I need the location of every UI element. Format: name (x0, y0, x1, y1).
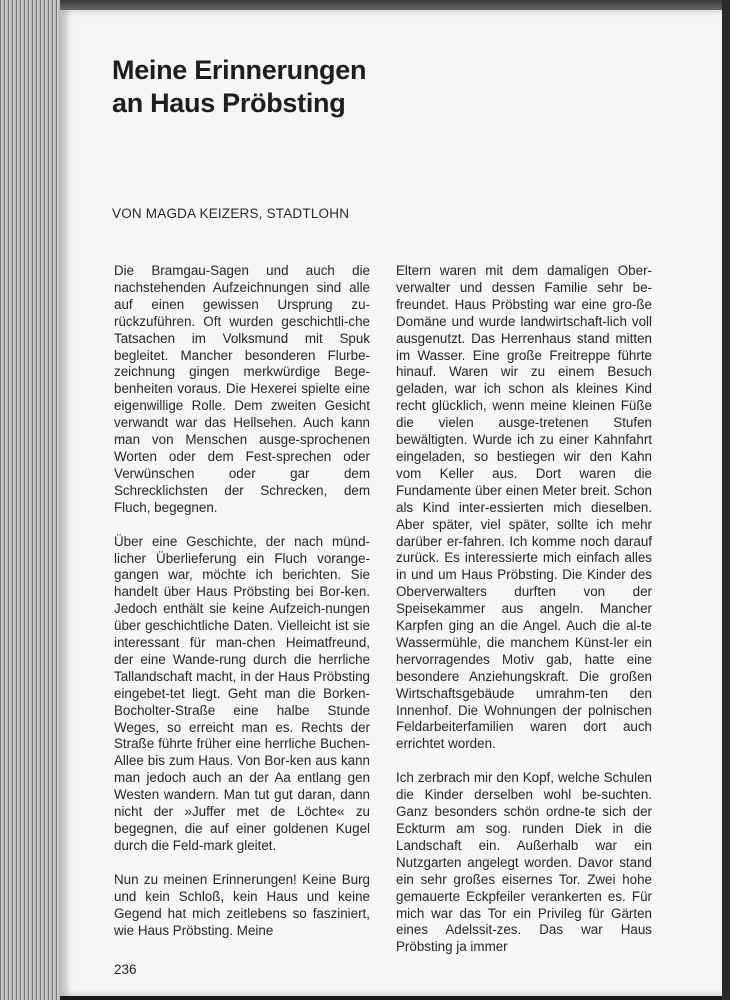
book-spine-edge (0, 0, 60, 1000)
title-line-1: Meine Erinnerungen (112, 55, 367, 85)
left-column (114, 263, 370, 956)
scan-right-edge (722, 0, 730, 1000)
paragraph: Über eine Geschichte, der nach münd-licher Überlieferung ein Fluch vorange-gangen war, möchte ich berichten. Sie handelt über Haus Pröbsting bei Bor-ken. Jedoch enthält sie keine Aufzeich-nungen über geschichtliche Daten. Vielleicht ist sie interessant für man-chen Heimatfreund, der eine Wande-rung durch die herrliche Tallandschaft macht, in der Haus Pröbsting eingebet-tet liegt. Geht man die Borken-Bocholter-Straße eine halbe Stunde Weges, so erreicht man es. Rechts der Straße führte früher eine herrliche Buchen-Allee bis zum Haus. Von Bor-ken aus kann man jedoch auch an der Aa entlang gen Westen wandern. Man tut gut daran, dann nicht der »Juffer met de Löchte« zu begegnen, die auf einer goldenen Kugel durch die Feld-mark gleitet. (114, 533, 370, 853)
paragraph: Nun zu meinen Erinnerungen! Keine Burg und kein Schloß, kein Haus und keine Gegend hat mich zeitlebens so fasziniert, wie Haus Pröbsting. Meine (114, 871, 370, 938)
paragraph: Ich zerbrach mir den Kopf, welche Schulen die Kinder derselben wohl be-suchten. Ganz besonders schön ordne-te sich der Eckturm am sog. runden Diek in die Landschaft ein. Außerhalb war ein Nutzgarten angelegt worden. Davor stand ein sehr großes eisernes Tor. Zwei hohe gemauerte Eckpfeiler verankerten es. Für mich war das Tor ein Privileg für Gärten eines Adelssit-zes. Das war Haus Pröbsting ja immer (396, 770, 652, 955)
paragraph: Eltern waren mit dem damaligen Ober-verwalter und dessen Familie sehr be-freundet. Haus Pröbsting war eine gro-ße Domäne und wurde landwirtschaft-lich voll ausgenutzt. Das Herrenhaus stand mitten im Wasser. Eine große Freitreppe führte hinauf. Waren wir zu einem Besuch geladen, war ich schon als kleines Kind recht glücklich, wenn meine kleinen Füße die vielen ausge-tretenen Stufen bewältigten. Wurde ich zu einer Kahnfahrt eingeladen, so bestiegen wir den Kahn vom Keller aus. Dort waren die Fundamente über einen Meter breit. Schon als Kind inter-essierten mich dieselben. Aber später, viel später, sollte ich mehr darüber er-fahren. Ich komme noch darauf zurück. Es interessierte mich einfach alles in und um Haus Pröbsting. Die Kinder des Oberverwalters durften von der Speisekammer aus angeln. Mancher Karpfen ging an die Angel. Auch die al-te Wassermühle, die manchem Künst-ler ein hervorragendes Motiv gab, hatte eine besondere Anziehungskraft. Die großen Wirtschaftsgebäude umrahm-ten den Innenhof. Die Wohnungen der polnischen Feldarbeiterfamilien waren dort auch errichtet worden. (396, 263, 652, 752)
article-title (112, 54, 532, 120)
right-column (396, 263, 652, 973)
paragraph: Die Bramgau-Sagen und auch die nachstehenden Aufzeichnungen sind alle auf einen gewissen Ursprung zu-rückzuführen. Oft wurden geschichtli-che Tatsachen im Volksmund mit Spuk begleitet. Mancher besonderen Flurbe-zeichnung gingen merkwürdige Bege-benheiten voraus. Die Hexerei spielte eine eigenwillige Rolle. Dem zweiten Gesicht verwandt war das Hellsehen. Auch kann man von Menschen ausge-sprochenen Worten oder dem Fest-sprechen oder Verwünschen oder gar dem Schrecklichsten der Schrecken, dem Fluch, begegnen. (114, 263, 370, 515)
title-line-2: an Haus Pröbsting (112, 88, 346, 118)
author-byline: VON MAGDA KEIZERS, STADTLOHN (112, 206, 350, 221)
page-number: 236 (114, 962, 137, 977)
